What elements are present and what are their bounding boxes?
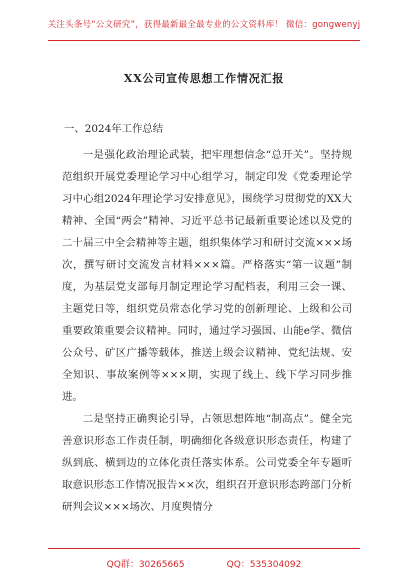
footer-divider	[48, 548, 360, 549]
header-banner: 关注头条号“公文研究”，获得最新最全最专业的公文资料库！ 微信：gongwenyj	[47, 20, 361, 30]
paragraph-2: 二是坚持正确舆论引导，占领思想阵地“制高点”。健全完善意识形态工作责任制，明确细化各级意识形态责任，构建了纵到底、横到边的立体化责任落实体系。公司党委全年专题听取意识形态工作情况报告××次，组织召开意识形态跨部门分析研判会议×××场次、月度舆情分	[62, 413, 352, 513]
paragraph-1: 一是强化政治理论武装，把牢理想信念“总开关”。坚持规范组织开展党委理论学习中心组学习，制定印发《党委理论学习中心组2024年理论学习安排意见》，围绕学习贯彻党的XX大精神、全国“两会”精神、习近平总书记最新重要论述以及党的二十届三中全会精神等主题，组织集体学习和研讨交流×××场次，撰写研讨交流发言材料×××篇。严格落实“第一议题”制度，为基层党支部每月制定理论学习配档表，利用三会一课、主题党日等，组织党员常态化学习党的创新理论、上级和公司重要政策重要会议精神。同时，通过学习强国、山能e学、微信公众号、矿区广播等载体，推送上级会议精神、党纪法规、安全知识、事故案例等×××期，实现了线上、线下学习同步推进。	[62, 149, 352, 403]
section-heading: 一、2024年工作总结	[64, 123, 164, 135]
footer-qq: QQ：535304092	[226, 560, 302, 570]
footer-contact	[0, 557, 408, 570]
document-body	[62, 118, 352, 518]
document-title: XX公司宣传思想工作情况汇报	[123, 72, 285, 85]
footer-qq-group: QQ群：30265665	[106, 560, 185, 570]
header-divider	[48, 40, 360, 41]
